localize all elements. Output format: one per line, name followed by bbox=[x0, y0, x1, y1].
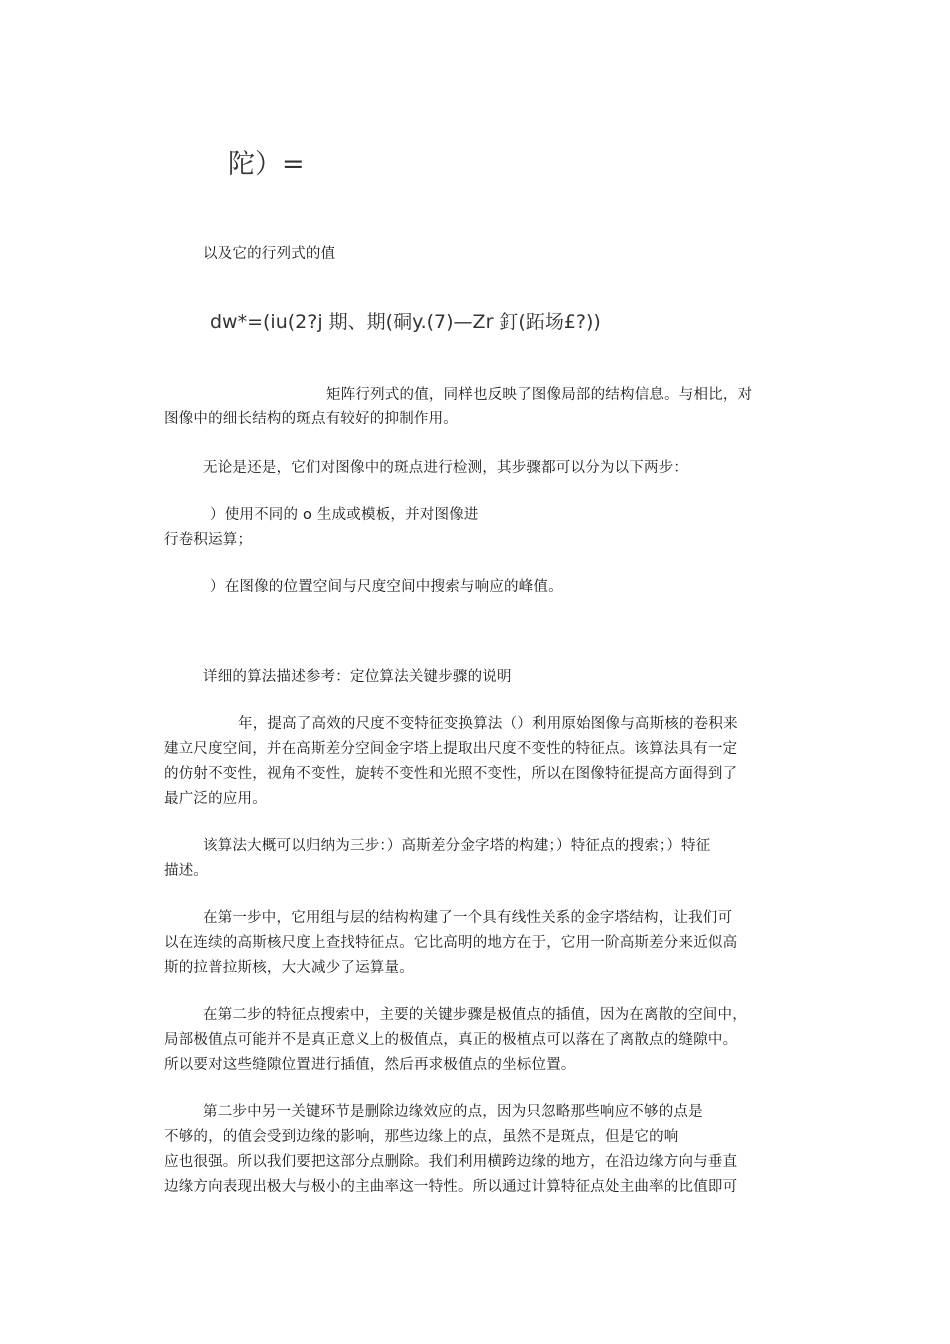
para3-line2: 建立尺度空间，并在高斯差分空间金字塔上提取出尺度不变性的特征点。该算法具有一定 bbox=[164, 741, 738, 757]
para3-line3: 的仿射不变性，视角不变性，旋转不变性和光照不变性，所以在图像特征提高方面得到了 bbox=[164, 766, 738, 782]
para6-line1: 在第二步的特征点搜索中，主要的关键步骤是极值点的插值，因为在离散的空间中， bbox=[203, 1007, 747, 1023]
para7-line4: 边缘方向表现出极大与极小的主曲率这一特性。所以通过计算特征点处主曲率的比值即可 bbox=[164, 1179, 738, 1195]
para6-line2: 局部极值点可能并不是真正意义上的极值点，真正的极植点可以落在了离散点的缝隙中。 bbox=[164, 1032, 738, 1048]
step1-line2: 行卷积运算； bbox=[164, 532, 253, 548]
para7-line2: 不够的，的值会受到边缘的影响，那些边缘上的点，虽然不是斑点，但是它的响 bbox=[164, 1129, 679, 1145]
para4-line1: 该算法大概可以归纳为三步：）高斯差分金字塔的构建；）特征点的搜索；）特征 bbox=[203, 838, 711, 854]
determinant-intro: 以及它的行列式的值 bbox=[203, 246, 336, 262]
para5-line1: 在第一步中，它用组与层的结构构建了一个具有线性关系的金字塔结构，让我们可 bbox=[203, 910, 733, 926]
formula-determinant: dw*=(iu(2?j 期、期(硐y.(7)—Zr 釘(跖场£?)) bbox=[210, 311, 601, 333]
para3-line4: 最广泛的应用。 bbox=[164, 791, 267, 807]
para7-line1: 第二步中另一关键环节是删除边缘效应的点，因为只忽略那些响应不够的点是 bbox=[203, 1104, 703, 1120]
para2: 无论是还是，它们对图像中的斑点进行检测，其步骤都可以分为以下两步： bbox=[203, 460, 689, 476]
reference-heading: 详细的算法描述参考：定位算法关键步骤的说明 bbox=[203, 669, 512, 685]
para5-line2: 以在连续的高斯核尺度上查找特征点。它比高明的地方在于，它用一阶高斯差分来近似高 bbox=[164, 935, 738, 951]
para7-line3: 应也很强。所以我们要把这部分点删除。我们利用横跨边缘的地方，在沿边缘方向与垂直 bbox=[164, 1154, 738, 1170]
para5-line3: 斯的拉普拉斯核，大大减少了运算量。 bbox=[164, 960, 414, 976]
para1-line2: 图像中的细长结构的斑点有较好的抑制作用。 bbox=[164, 411, 458, 427]
para6-line3: 所以要对这些缝隙位置进行插值，然后再求极值点的坐标位置。 bbox=[164, 1057, 576, 1073]
para1-line1: 矩阵行列式的值，同样也反映了图像局部的结构信息。与相比，对 bbox=[326, 387, 753, 403]
step2: ）在图像的位置空间与尺度空间中搜索与响应的峰值。 bbox=[210, 579, 563, 595]
step1-line1: ）使用不同的 o 生成或模板，并对图像进 bbox=[210, 507, 479, 523]
para3-line1: 年，提高了高效的尺度不变特征变换算法（）利用原始图像与高斯核的卷积来 bbox=[238, 716, 738, 732]
formula-matrix: 陀）= bbox=[228, 149, 305, 180]
para4-line2: 描述。 bbox=[164, 863, 209, 879]
